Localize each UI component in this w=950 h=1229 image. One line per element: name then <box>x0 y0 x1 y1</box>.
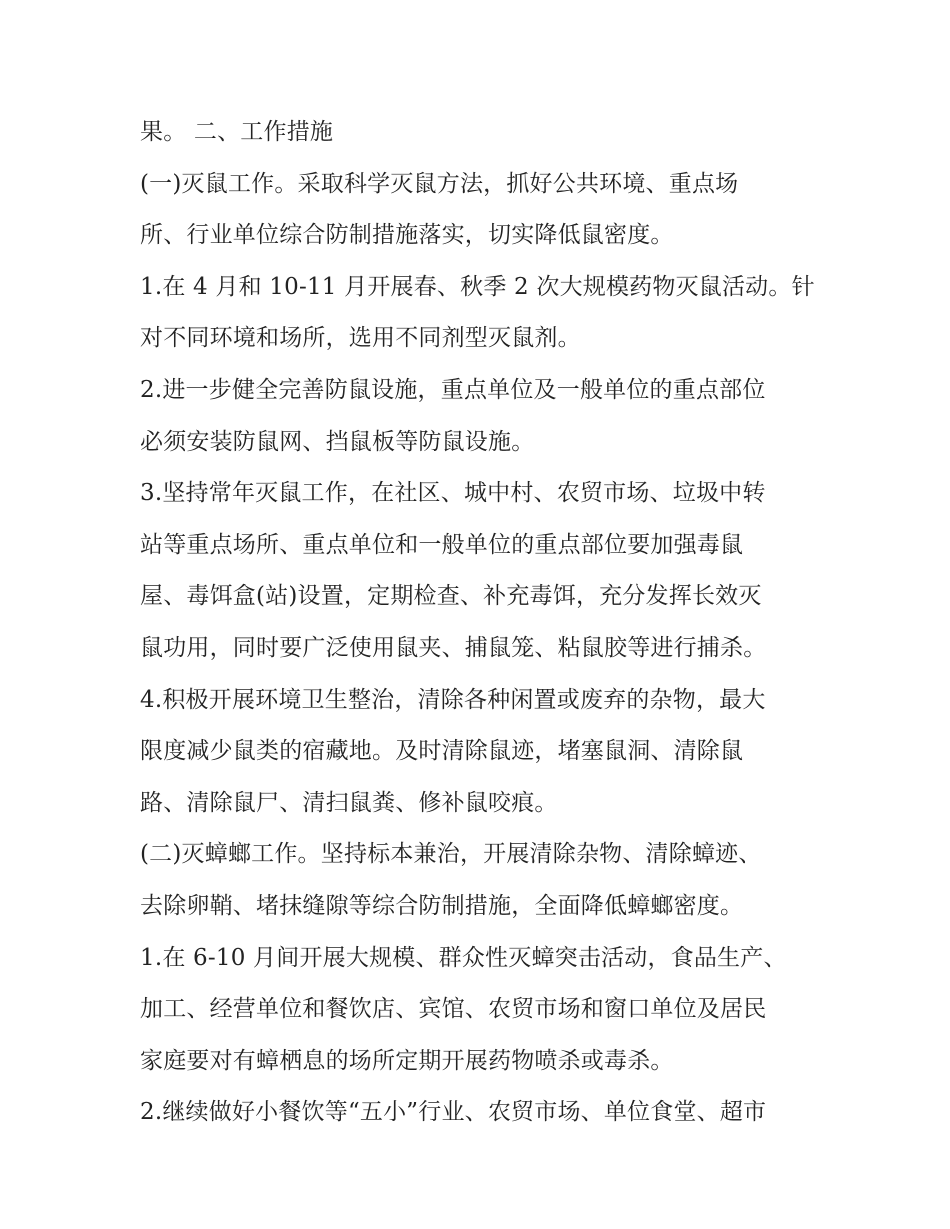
text-line: 家庭要对有蟑栖息的场所定期开展药物喷杀或毒杀。 <box>140 1047 674 1074</box>
text-line: 2.继续做好小餐饮等“五小”行业、农贸市场、单位食堂、超市 <box>140 1099 767 1126</box>
text-line: 加工、经营单位和餐饮店、宾馆、农贸市场和窗口单位及居民 <box>140 996 767 1023</box>
document-body <box>140 107 820 1139</box>
text-line: 路、清除鼠尸、清扫鼠粪、修补鼠咬痕。 <box>140 789 558 816</box>
text-line: 对不同环境和场所，选用不同剂型灭鼠剂。 <box>140 325 581 352</box>
text-line: 去除卵鞘、堵抹缝隙等综合防制措施，全面降低蟑螂密度。 <box>140 892 744 919</box>
text-line: 1.在 6-10 月间开展大规模、群众性灭蟑突击活动，食品生产、 <box>140 944 787 971</box>
text-line: 2.进一步健全完善防鼠设施，重点单位及一般单位的重点部位 <box>140 376 766 403</box>
text-line: 限度减少鼠类的宿藏地。及时清除鼠迹，堵塞鼠洞、清除鼠 <box>140 738 744 765</box>
text-line: 果。 二、工作措施 <box>140 119 334 145</box>
text-line: 3.坚持常年灭鼠工作，在社区、城中村、农贸市场、垃圾中转 <box>140 480 766 507</box>
text-line: (二)灭蟑螂工作。坚持标本兼治，开展清除杂物、清除蟑迹、 <box>140 841 762 868</box>
text-line: 鼠功用，同时要广泛使用鼠夹、捕鼠笼、粘鼠胶等进行捕杀。 <box>140 634 767 661</box>
text-line: 屋、毒饵盒(站)设置，定期检查、补充毒饵，充分发挥长效灭 <box>140 583 762 610</box>
text-line: 所、行业单位综合防制措施落实，切实降低鼠密度。 <box>140 222 674 249</box>
text-line: 必须安装防鼠网、挡鼠板等防鼠设施。 <box>140 428 535 455</box>
text-line: (一)灭鼠工作。采取科学灭鼠方法，抓好公共环境、重点场 <box>140 170 739 197</box>
text-line: 站等重点场所、重点单位和一般单位的重点部位要加强毒鼠 <box>140 531 744 558</box>
text-line: 1.在 4 月和 10-11 月开展春、秋季 2 次大规模药物灭鼠活动。针 <box>140 273 815 300</box>
text-line: 4.积极开展环境卫生整治，清除各种闲置或废弃的杂物，最大 <box>140 686 766 713</box>
